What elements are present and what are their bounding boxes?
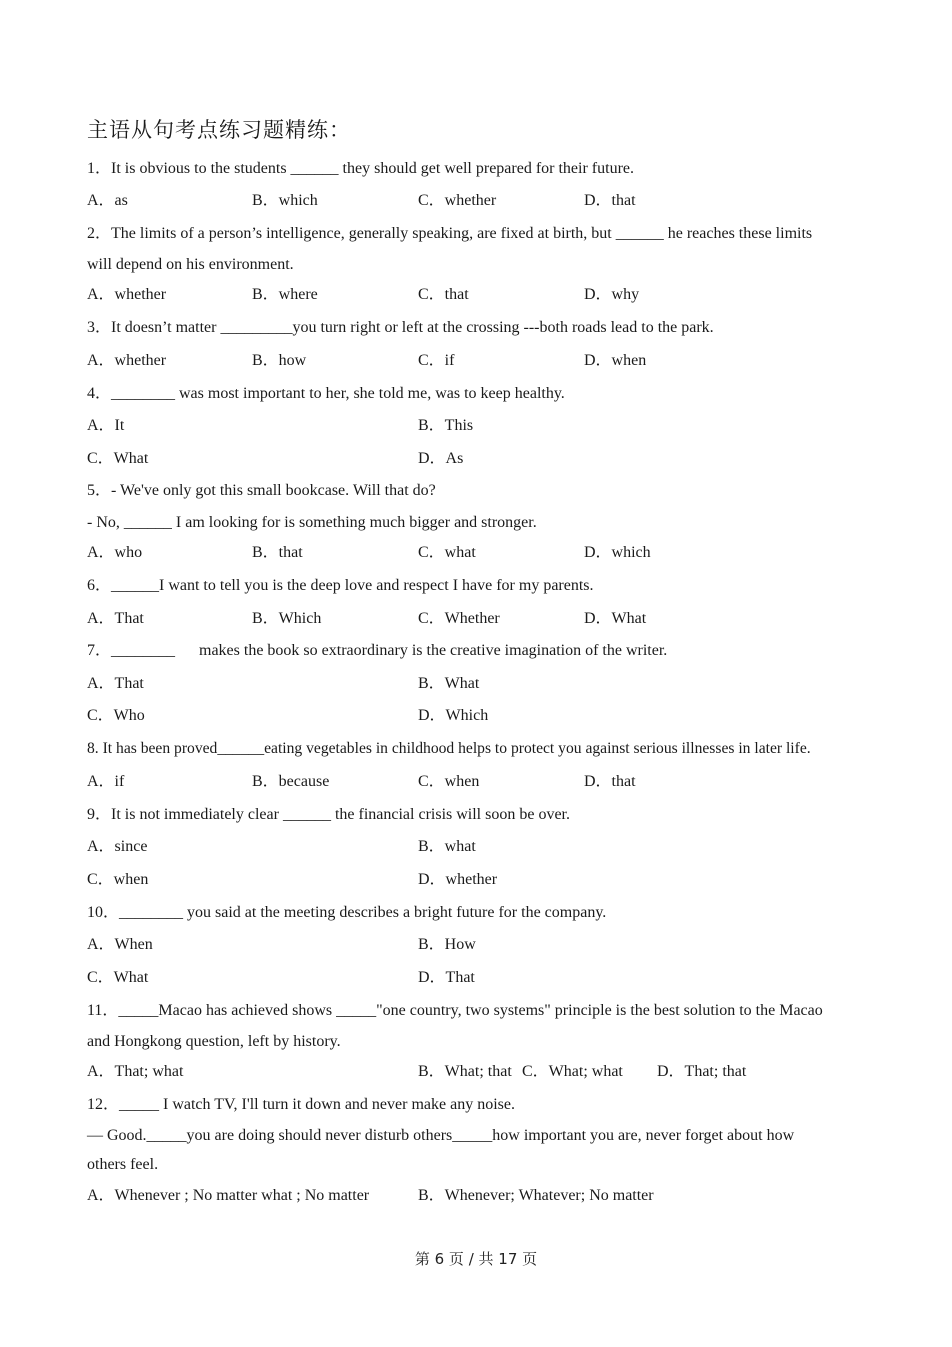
q2-option-a: A．whether bbox=[87, 286, 167, 303]
question-2-text-cont: will depend on his environment. bbox=[87, 256, 294, 273]
q11-option-a: A．That; what bbox=[87, 1063, 184, 1080]
q3-option-c: C．if bbox=[418, 352, 455, 369]
question-12-text: 12．_____ I watch TV, I'll turn it down and never make any noise. bbox=[87, 1096, 515, 1113]
q5-option-d: D．which bbox=[584, 544, 651, 561]
q10-option-b: B．How bbox=[418, 936, 476, 953]
q3-option-b: B．how bbox=[252, 352, 307, 369]
question-3-text: 3．It doesn’t matter _________you turn right or left at the crossing ---both roads lead to the park. bbox=[87, 319, 714, 336]
q10-option-c: C．What bbox=[87, 969, 149, 986]
question-2-text: 2．The limits of a person’s intelligence, generally speaking, are fixed at birth, but ______ he reaches these limits bbox=[87, 225, 813, 242]
q6-option-a: A．That bbox=[87, 610, 144, 627]
q8-option-b: B．because bbox=[252, 773, 330, 790]
q8-option-a: A．if bbox=[87, 773, 125, 790]
q1-option-b: B．which bbox=[252, 192, 318, 209]
q9-option-d: D．whether bbox=[418, 871, 498, 888]
q6-option-d: D．What bbox=[584, 610, 647, 627]
q4-option-a: A．It bbox=[87, 417, 125, 434]
question-5-text-cont: - No, ______ I am looking for is something much bigger and stronger. bbox=[87, 514, 537, 531]
q12-option-a: A．Whenever ; No matter what ; No matter bbox=[87, 1187, 370, 1204]
q5-option-b: B．that bbox=[252, 544, 303, 561]
q1-option-c: C．whether bbox=[418, 192, 497, 209]
q9-option-c: C．when bbox=[87, 871, 149, 888]
q2-option-c: C．that bbox=[418, 286, 469, 303]
question-12-text-cont-2: others feel. bbox=[87, 1156, 159, 1173]
question-11-text-cont: and Hongkong question, left by history. bbox=[87, 1033, 341, 1050]
q9-option-b: B．what bbox=[418, 838, 476, 855]
q2-option-b: B．where bbox=[252, 286, 318, 303]
question-8-text: 8. It has been proved______eating vegetables in childhood helps to protect you against serious illnesses in later life. bbox=[87, 740, 811, 757]
question-4-text: 4．________ was most important to her, she told me, was to keep healthy. bbox=[87, 385, 565, 402]
q7-option-a: A．That bbox=[87, 675, 144, 692]
q8-option-c: C．when bbox=[418, 773, 480, 790]
question-7-text: 7．________ makes the book so extraordinary is the creative imagination of the writer. bbox=[87, 642, 668, 659]
q3-option-d: D．when bbox=[584, 352, 647, 369]
question-6-text: 6．______I want to tell you is the deep love and respect I have for my parents. bbox=[87, 577, 594, 594]
question-10-text: 10．________ you said at the meeting describes a bright future for the company. bbox=[87, 904, 607, 921]
q12-option-b: B．Whenever; Whatever; No matter bbox=[418, 1187, 654, 1204]
q11-option-b: B．What; that bbox=[418, 1063, 512, 1080]
q9-option-a: A．since bbox=[87, 838, 148, 855]
q5-option-c: C．what bbox=[418, 544, 476, 561]
q1-option-a: A．as bbox=[87, 192, 128, 209]
q4-option-d: D．As bbox=[418, 450, 464, 467]
q6-option-b: B．Which bbox=[252, 610, 322, 627]
question-9-text: 9．It is not immediately clear ______ the financial crisis will soon be over. bbox=[87, 806, 571, 823]
question-1-text: 1．It is obvious to the students ______ they should get well prepared for their future. bbox=[87, 160, 635, 177]
q5-option-a: A．who bbox=[87, 544, 143, 561]
q11-option-d: D．That; that bbox=[657, 1063, 747, 1080]
q11-option-c: C．What; what bbox=[522, 1063, 623, 1080]
q7-option-d: D．Which bbox=[418, 707, 489, 724]
q3-option-a: A．whether bbox=[87, 352, 167, 369]
q4-option-b: B．This bbox=[418, 417, 474, 434]
q2-option-d: D．why bbox=[584, 286, 640, 303]
q6-option-c: C．Whether bbox=[418, 610, 500, 627]
q7-option-b: B．What bbox=[418, 675, 480, 692]
q4-option-c: C．What bbox=[87, 450, 149, 467]
q8-option-d: D．that bbox=[584, 773, 636, 790]
question-11-text: 11．_____Macao has achieved shows _____"one country, two systems" principle is the best solution to the Macao bbox=[87, 1002, 823, 1019]
q1-option-d: D．that bbox=[584, 192, 636, 209]
q10-option-a: A．When bbox=[87, 936, 153, 953]
q10-option-d: D．That bbox=[418, 969, 475, 986]
question-5-text: 5．- We've only got this small bookcase. Will that do? bbox=[87, 482, 436, 499]
page-footer: 第 6 页 / 共 17 页 bbox=[414, 1250, 538, 1268]
q7-option-c: C．Who bbox=[87, 707, 145, 724]
section-heading: 主语从句考点练习题精练： bbox=[87, 118, 351, 142]
question-12-text-cont: — Good._____you are doing should never disturb others_____how important you are, never forget about how bbox=[87, 1127, 795, 1144]
